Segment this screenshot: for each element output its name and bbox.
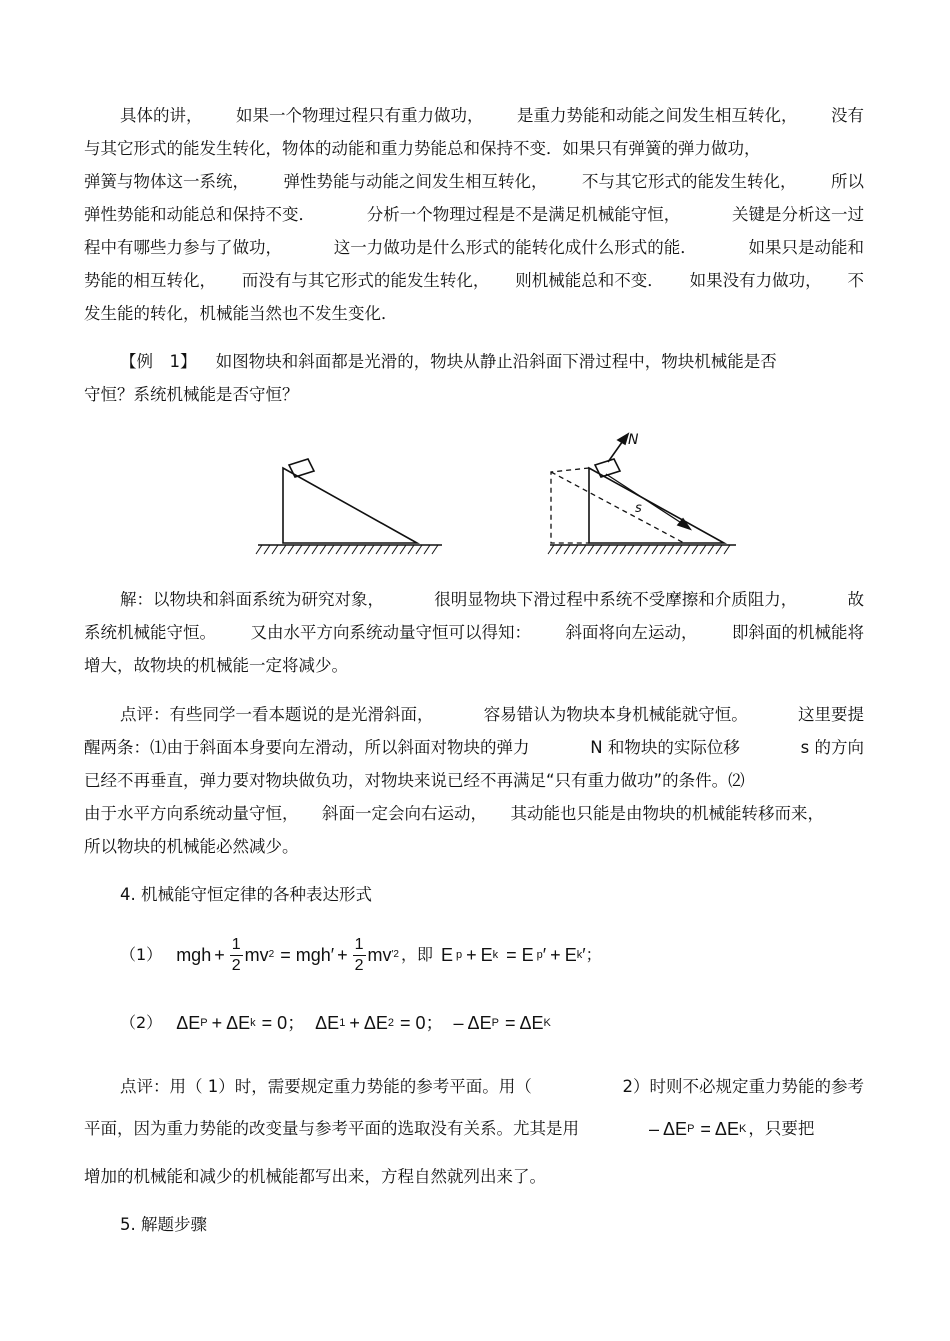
math-term: mv	[367, 945, 392, 965]
math-term: mv	[244, 945, 269, 965]
subscript: P	[491, 1017, 499, 1029]
p1-line-2	[84, 138, 864, 160]
math-term: – ΔE	[649, 1119, 688, 1139]
subscript: K	[738, 1123, 747, 1135]
text-segment: 这一力做功是什么形式的能转化成什么形式的能．	[333, 238, 697, 257]
left-diagram	[256, 459, 442, 554]
incline-wedge	[589, 468, 724, 543]
comment1-line-3	[84, 770, 864, 792]
text-segment: 没有	[831, 106, 864, 125]
plus-sign: +	[466, 945, 477, 965]
text-segment: 其动能也只能是由物块的机械能转移而来，	[510, 804, 824, 823]
text-segment: 很明显物块下滑过程中系统不受摩擦和介质阻力，	[434, 590, 798, 609]
denominator: 2	[354, 956, 364, 974]
p1-line-5	[84, 237, 864, 259]
formula-label: （1）	[120, 945, 163, 964]
text-segment: N 和物块的实际位移	[590, 738, 740, 757]
text-segment: 增大，故物块的机械能一定将减少。	[84, 656, 348, 675]
displacement-vector	[606, 474, 686, 526]
fraction-half	[353, 935, 366, 976]
math-term: – ΔE	[453, 1013, 492, 1033]
text-segment: 又由水平方向系统动量守恒可以得知：	[250, 623, 531, 642]
text-segment: ，即	[400, 945, 433, 964]
numerator: 1	[230, 935, 243, 956]
fraction-half	[230, 935, 243, 976]
text-segment: 由于水平方向系统动量守恒，	[84, 804, 299, 823]
math-term: E	[564, 945, 577, 965]
text-segment: 醒两条：⑴由于斜面本身要向左滑动，所以斜面对物块的弹力	[84, 738, 530, 757]
p1-line-3	[84, 171, 864, 193]
math-term: = 0；	[261, 1013, 306, 1033]
subscript: K	[543, 1017, 551, 1029]
text-segment: 增加的机械能和减少的机械能都写出来，方程自然就列出来了。	[84, 1167, 546, 1186]
text-segment: 分析一个物理过程是不是满足机械能守恒，	[366, 205, 681, 224]
subscript: P	[200, 1017, 208, 1029]
text-segment: 则机械能总和不变．	[515, 271, 664, 290]
text-segment: ，只要把	[748, 1119, 815, 1138]
math-term: = ΔE	[504, 1013, 544, 1033]
solution-line-3	[84, 655, 864, 677]
text-segment: 这里要提	[798, 705, 864, 724]
denominator: 2	[231, 956, 241, 974]
text-segment: 不与其它形式的能发生转化，	[582, 172, 797, 191]
comment2-line-2	[84, 1118, 864, 1140]
text-segment: 势能的相互转化，	[84, 271, 216, 290]
text-segment: 2）时则不必规定重力势能的参考	[622, 1077, 864, 1096]
text-segment: 系统机械能守恒。	[84, 623, 216, 642]
example-question-cont: 守恒？系统机械能是否守恒？	[84, 385, 299, 404]
example-tag: 【例 1】	[120, 352, 197, 371]
prime: ′	[582, 945, 586, 965]
plus-sign: +	[214, 945, 225, 965]
p1-line-6	[84, 270, 864, 292]
numerator: 1	[353, 935, 366, 956]
text-segment: 而没有与其它形式的能发生转化，	[241, 271, 490, 290]
math-term: E	[480, 945, 493, 965]
subscript: k	[576, 949, 583, 961]
displaced-wedge-outline	[551, 468, 589, 543]
example-question: 如图物块和斜面都是光滑的，物块从静止沿斜面下滑过程中，物块机械能是否	[215, 352, 777, 371]
text-segment: 是重力势能和动能之间发生相互转化，	[517, 106, 798, 125]
comment2-line-3	[84, 1166, 864, 1188]
p1-line-4	[84, 204, 864, 226]
heading-text: 5. 解题步骤	[120, 1215, 207, 1234]
prime: ′	[542, 945, 547, 965]
comment1-line-4	[84, 803, 824, 825]
right-diagram	[548, 434, 736, 554]
text-segment: 不	[847, 271, 864, 290]
text-segment: 所以	[831, 172, 864, 191]
plus-sign: +	[550, 945, 561, 965]
incline-wedge	[283, 468, 417, 543]
text-segment: 弹簧与物体这一系统，	[84, 172, 249, 191]
ground-hatch	[548, 545, 730, 554]
text-segment: 即斜面的机械能将	[732, 623, 864, 642]
label-n: N	[628, 432, 639, 448]
heading-text: 4. 机械能守恒定律的各种表达形式	[120, 885, 372, 904]
incline-figure	[250, 428, 750, 560]
solution-line-2	[84, 622, 864, 644]
math-term: E	[440, 945, 453, 965]
text-segment: 平面，因为重力势能的改变量与参考平面的选取没有关系。尤其是用	[84, 1119, 579, 1138]
comment1-line-2	[84, 737, 864, 759]
math-term: mgh	[176, 945, 212, 965]
math-term: = E	[506, 945, 534, 965]
text-segment: 发生能的转化，机械能当然也不发生变化．	[84, 304, 398, 323]
ground-hatch	[256, 545, 438, 554]
subscript: 1	[339, 1017, 346, 1029]
text-segment: s 的方向	[800, 738, 864, 757]
subscript: k	[250, 1017, 256, 1029]
text-segment: 斜面将向左运动，	[565, 623, 698, 642]
plus-sign: +	[337, 945, 348, 965]
displaced-incline-edge	[551, 472, 684, 543]
text-segment: 弹性势能与动能之间发生相互转化，	[283, 172, 548, 191]
text-segment: 已经不再垂直，弹力要对物块做负功，对物块来说已经不再满足“只有重力做功”的条件。⑵	[84, 771, 745, 790]
text-segment: 具体的讲，	[120, 106, 203, 125]
math-term: = mgh′	[280, 945, 335, 965]
math-term: = ΔE	[700, 1119, 739, 1139]
superscript: ′2	[391, 949, 399, 960]
text-segment: 解：以物块和斜面系统为研究对象，	[120, 590, 384, 609]
text-segment: 如果没有力做功，	[689, 271, 822, 290]
subscript: k	[492, 949, 499, 961]
text-segment: 关键是分析这一过	[732, 205, 864, 224]
text-segment: 如果只是动能和	[748, 238, 864, 257]
math-term: + ΔE	[211, 1013, 251, 1033]
section-5-heading	[120, 1214, 900, 1236]
text-segment: 弹性势能和动能总和保持不变．	[84, 205, 315, 224]
normal-force-arrowhead	[618, 434, 628, 444]
example-line-1	[120, 351, 820, 373]
formula-2	[120, 1010, 900, 1036]
text-segment: ；	[585, 945, 602, 964]
p1-line-1	[120, 105, 864, 127]
text-segment: 故	[847, 590, 864, 609]
comment1-line-1	[120, 704, 864, 726]
comment1-line-5	[84, 836, 864, 858]
math-term: = 0；	[400, 1013, 444, 1033]
text-segment: 点评：用（ 1）时，需要规定重力势能的参考平面。用（	[120, 1077, 532, 1096]
text-segment: 点评：有些同学一看本题说的是光滑斜面，	[120, 705, 434, 724]
comment2-line-1	[120, 1076, 864, 1098]
text-segment: 与其它形式的能发生转化，物体的动能和重力势能总和保持不变．如果只有弹簧的弹力做功，	[84, 139, 761, 158]
text-segment: 所以物块的机械能必然减少。	[84, 837, 299, 856]
example-line-2	[84, 384, 864, 406]
label-s: s	[635, 501, 642, 516]
math-term: + ΔE	[349, 1013, 388, 1033]
superscript: 2	[268, 949, 275, 960]
solution-line-1	[120, 589, 864, 611]
math-term: ΔE	[315, 1013, 340, 1033]
subscript: p	[455, 949, 463, 961]
subscript: 2	[387, 1017, 394, 1029]
p1-line-7	[84, 303, 864, 325]
math-term: ΔE	[176, 1013, 201, 1033]
section-4-heading	[120, 884, 900, 906]
formula-1	[120, 930, 900, 980]
subscript: p	[536, 949, 543, 961]
text-segment: 程中有哪些力参与了做功，	[84, 238, 282, 257]
text-segment: 容易错认为物块本身机械能就守恒。	[483, 705, 748, 724]
text-segment: 如果一个物理过程只有重力做功，	[236, 106, 484, 125]
formula-label: （2）	[120, 1013, 163, 1032]
subscript: P	[687, 1123, 695, 1135]
text-segment: 斜面一定会向右运动，	[322, 804, 487, 823]
